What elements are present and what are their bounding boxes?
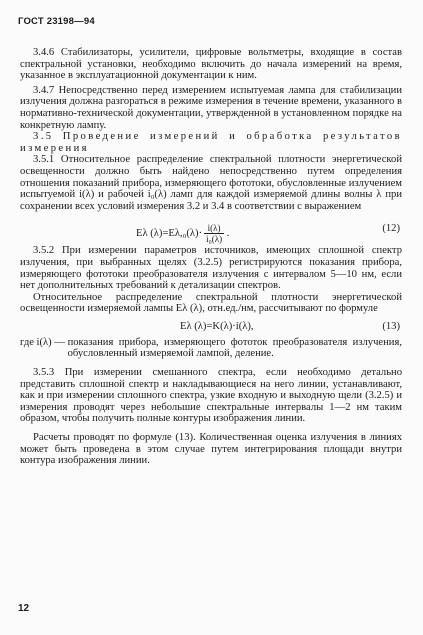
formula-12-fraction — [204, 223, 224, 244]
formula-12-expression — [136, 223, 229, 244]
formula-12 — [20, 216, 402, 245]
formula-13-expression: Eλ (λ)=K(λ)·i(λ), — [180, 320, 254, 332]
section-heading: 3.5 Проведение измерений и обработка результатов измерения — [20, 131, 402, 154]
formula-13-number: (13) — [382, 320, 400, 332]
paragraph-3-4-7: 3.4.7 Непосредственно перед измерением испытуемая лампа для стабилизации излучения должна разгораться в режиме измерения в течение времени, указанного в нормативно-технической документации, утвержденной в установленном порядке на конкретную лампу. — [20, 84, 402, 131]
page-number: 12 — [18, 603, 30, 614]
document-header: ГОСТ 23198—94 — [18, 16, 95, 27]
paragraph-3-5-1: 3.5.1 Относительное распределение спектральной плотности энергетической освещенности должно быть найдено непосредственно путем определения отношения показаний прибора, измеряющего фототоки, обусловленные излучением испытуемой i(λ) и рабочей i₀(λ) ламп для каждой измеряемой длины волны λ при сохранении всех условий измерения 3.2 и 3.4 в соответствии с выражением — [20, 154, 402, 212]
formula-13-legend — [20, 337, 402, 360]
paragraph-3-5-2-formula-intro: Относительное распределение спектральной плотности энергетической освещенности измеряемой лампы Eλ (λ), отн.ед./нм, рассчитывают по формуле — [20, 291, 402, 315]
paragraph-calculation-note: Расчеты проводят по формуле (13). Количественная оценка излучения в линиях может быть проведена в этом случае путем интегрирования площади внутри контура изображения линии. — [20, 432, 402, 467]
formula-12-number: (12) — [382, 223, 400, 235]
paragraph-3-5-2: 3.5.2 При измерении параметров источников, имеющих сплошной спектр излучения, при выбранных щелях (3.2.5) регистрируются показания прибора, измеряющего фототоки преобразователя излучения с интервалом 5—10 нм, если нет дополнительных требований к детализации спектров. — [20, 245, 402, 292]
paragraph-3-4-6: 3.4.6 Стабилизаторы, усилители, цифровые вольтметры, входящие в состав спектральной установки, необходимо включить до начала измерений на время, указанное в эксплуатационной документации к ним. — [20, 47, 402, 82]
formula-12-denominator: i₀(λ) — [206, 234, 223, 245]
formula-12-lhs: Eλ (λ)=Eλ,₀(λ)· — [136, 228, 203, 240]
formula-13 — [20, 318, 402, 336]
formula-12-tail: . — [224, 228, 230, 240]
formula-13-legend-symbol: где i(λ) — — [20, 336, 68, 348]
paragraph-3-5-3: 3.5.3 При измерении смешанного спектра, если необходимо детально представить сплошной спектр и накладывающиеся на него линии, устанавливают, как и при измерении сплошного спектра, узкие входную и выходную щели (3.2.5) и измерения проводят через небольшие спектральные интервалы 1—2 нм таким образом, чтобы получить полные контуры изображения линии. — [20, 367, 402, 425]
formula-12-numerator: i(λ) — [204, 223, 224, 234]
formula-13-legend-text: показания прибора, измеряющего фототок преобразователя излучения, обусловленный измеряемой лампой, деление. — [67, 336, 402, 360]
document-body — [20, 47, 402, 467]
